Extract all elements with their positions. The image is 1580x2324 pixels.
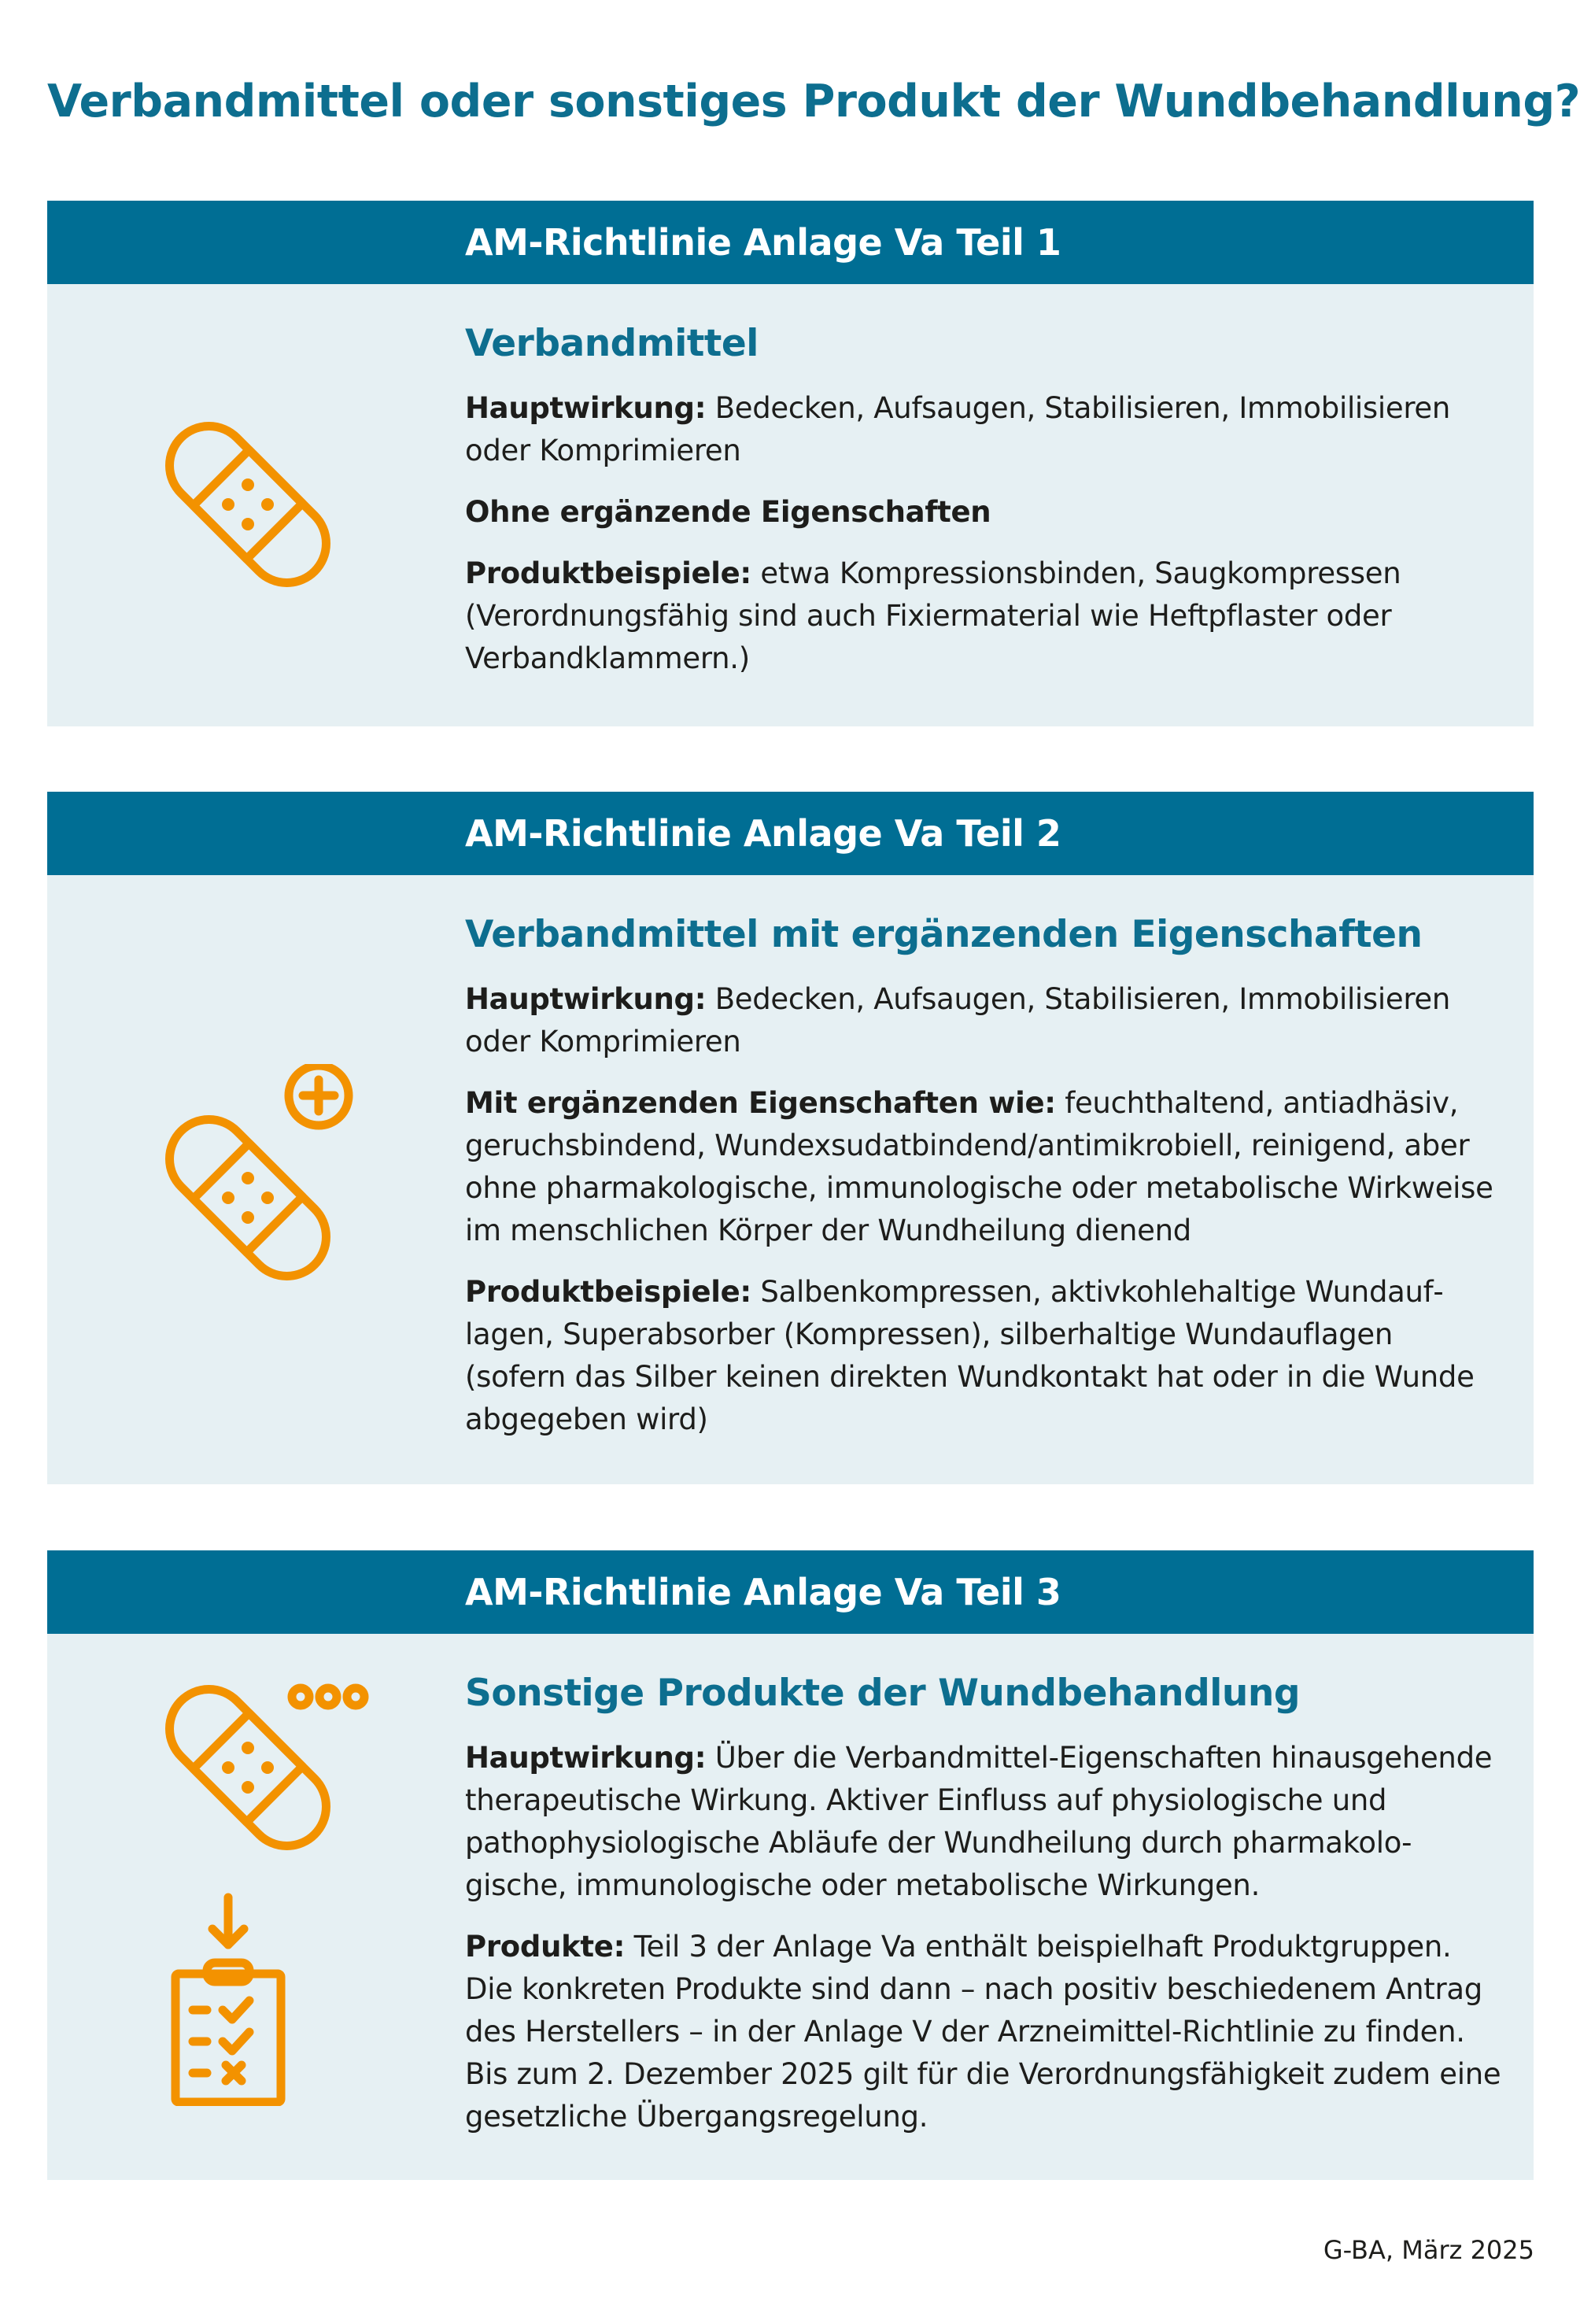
section-header: AM-Richtlinie Anlage Va Teil 1 <box>47 201 1534 284</box>
paragraph-eigenschaften: Mit ergänzenden Eigenschaften wie: feuchthaltend, antiadhäsiv, geruchsbindend, Wundexsudatbindend/antimikrobiell, reinigend, aber ohne pharmakologische, immunologische oder metabolische Wirkweise im menschlichen Körper der Wundheilung dienend <box>465 1086 1493 1247</box>
section-teil-3 <box>47 1550 1534 2180</box>
paragraph-produktbeispiele: Produktbeispiele: Salbenkompressen, aktivkohlehaltige Wundauflagen, Superabsorber (Kompressen), silberhaltige Wundauflagen (sofern das Silber keinen direkten Wundkontakt hat oder in die Wunde abgegeben wird) <box>465 1275 1475 1436</box>
section-body <box>47 284 1534 726</box>
section-subtitle: Verbandmittel <box>465 322 759 365</box>
source-credit: G-BA, März 2025 <box>1323 2235 1534 2265</box>
paragraph-produkte: Produkte: Teil 3 der Anlage Va enthält beispielhaft Produktgruppen. Die konkreten Produkte sind dann – nach positiv beschiedenem Antrag des Herstellers – in der Anlage V der Arzneimittel-Richtlinie zu finden. Bis zum 2. Dezember 2025 gilt für die Verordnungsfähigkeit zudem eine gesetzliche Übergangsregelung. <box>465 1930 1501 2134</box>
section-teil-2 <box>47 792 1534 1484</box>
section-header: AM-Richtlinie Anlage Va Teil 2 <box>47 792 1534 875</box>
paragraph-produktbeispiele: Produktbeispiele: etwa Kompressionsbinden, Saugkompressen (Verordnungsfähig sind auch Fixiermaterial wie Heftpflaster oder Verbandklammern.) <box>465 556 1401 675</box>
paragraph-eigenschaften: Ohne ergänzende Eigenschaften <box>465 495 991 529</box>
bandage-plus-icon <box>146 1064 382 1300</box>
section-body <box>47 1634 1534 2180</box>
section-header: AM-Richtlinie Anlage Va Teil 3 <box>47 1550 1534 1634</box>
page-title: Verbandmittel oder sonstiges Produkt der Wundbehandlung? <box>47 76 1580 127</box>
section-body <box>47 875 1534 1484</box>
section-subtitle: Sonstige Produkte der Wundbehandlung <box>465 1672 1300 1715</box>
paragraph-hauptwirkung: Hauptwirkung: Über die Verbandmittel-Eigenschaften hinausgehende therapeutische Wirkung. Aktiver Einfluss auf physiologische und pathophysiologische Abläufe der Wundheilung durch pharmakologische, immunologische oder metabolische Wirkungen. <box>465 1741 1493 1902</box>
section-teil-1 <box>47 201 1534 726</box>
paragraph-hauptwirkung: Hauptwirkung: Bedecken, Aufsaugen, Stabilisieren, Immobilisieren oder Komprimieren <box>465 982 1451 1059</box>
bandage-icon <box>146 402 350 607</box>
paragraph-hauptwirkung: Hauptwirkung: Bedecken, Aufsaugen, Stabilisieren, Immobilisieren oder Komprimieren <box>465 391 1451 467</box>
section-subtitle: Verbandmittel mit ergänzenden Eigenschaften <box>465 913 1423 956</box>
bandage-clipboard-icon <box>146 1665 382 2106</box>
